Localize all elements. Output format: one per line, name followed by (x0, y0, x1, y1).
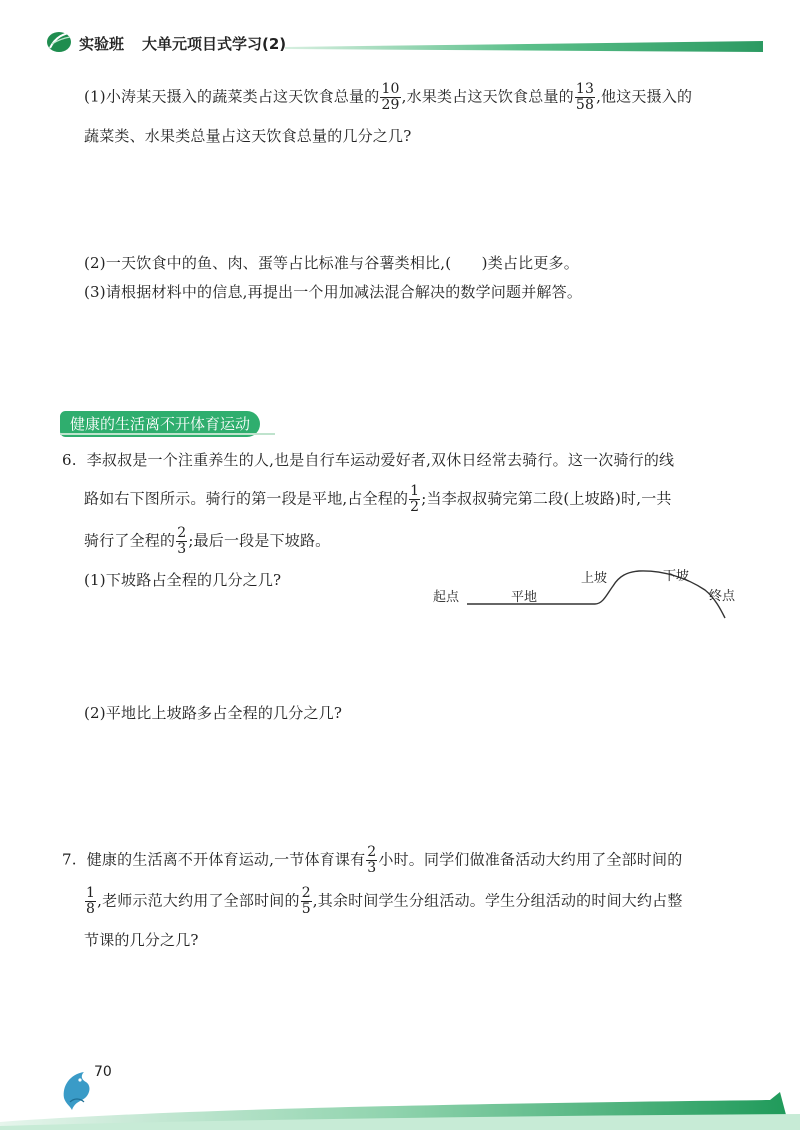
q5-part3: (3)请根据材料中的信息,再提出一个用加减法混合解决的数学问题并解答。 (84, 283, 583, 301)
q7-line1: 7. 健康的生活离不开体育运动,一节体育课有 $\frac{2}{3}$ 小时。同学们做准备活动大约用了全部时间的 (62, 844, 683, 876)
section-tag: 健康的生活离不开体育运动 (60, 411, 260, 437)
q7-number: 7. (62, 850, 77, 869)
q5-part1-line2: 蔬菜类、水果类总量占这天饮食总量的几分之几? (84, 127, 412, 145)
fraction-13-58: $\frac{13}{58}$ (575, 81, 595, 113)
q7-line2: $\frac{1}{8}$ ,老师示范大约用了全部时间的 $\frac{2}{5}$ ,其余时间学生分组活动。学生分组活动的时间大约占整 (86, 885, 683, 917)
section-tag-underline (60, 433, 275, 435)
footer-decorative-wave (0, 1070, 800, 1130)
route-label-flat: 平地 (511, 590, 538, 605)
leaf-logo-icon (46, 28, 74, 54)
fraction-2-3: $\frac{2}{3}$ (177, 525, 187, 557)
q6-number: 6. (62, 451, 77, 469)
q6-line1: 6. 李叔叔是一个注重养生的人,也是自行车运动爱好者,双休日经常去骑行。这一次骑行的线 (62, 451, 675, 469)
unit-title: 大单元项目式学习(2) (142, 35, 287, 53)
page-number: 70 (94, 1064, 112, 1080)
q5-part1-line1: (1)小涛某天摄入的蔬菜类占这天饮食总量的 $\frac{10}{29}$ ,水果类占这天饮食总量的 $\frac{13}{58}$ ,他这天摄入的 (84, 81, 693, 113)
q5-part2: (2)一天饮食中的鱼、肉、蛋等占比标准与谷薯类相比,( )类占比更多。 (84, 254, 579, 272)
q6-line2: 路如右下图所示。骑行的第一段是平地,占全程的 $\frac{1}{2}$ ;当李叔叔骑完第二段(上坡路)时,一共 (84, 483, 672, 515)
route-diagram (425, 560, 755, 630)
fraction-1-2: $\frac{1}{2}$ (410, 483, 420, 515)
route-label-uphill: 上坡 (581, 571, 608, 586)
fraction-2-3-hour: $\frac{2}{3}$ (367, 844, 377, 876)
dolphin-mascot-icon (56, 1068, 98, 1112)
route-label-downhill: 下坡 (663, 569, 690, 584)
fraction-1-8: $\frac{1}{8}$ (86, 885, 96, 917)
fraction-10-29: $\frac{10}{29}$ (381, 81, 400, 113)
route-label-end: 终点 (709, 589, 736, 604)
route-label-start: 起点 (433, 590, 460, 605)
header-decorative-band (285, 40, 763, 52)
q6-sub2: (2)平地比上坡路多占全程的几分之几? (84, 704, 343, 722)
brand-label: 实验班 (79, 35, 125, 53)
q7-line3: 节课的几分之几? (84, 931, 199, 949)
fraction-2-5: $\frac{2}{5}$ (301, 885, 311, 917)
q6-line3: 骑行了全程的 $\frac{2}{3}$ ;最后一段是下坡路。 (84, 525, 331, 557)
q6-sub1: (1)下坡路占全程的几分之几? (84, 571, 282, 589)
